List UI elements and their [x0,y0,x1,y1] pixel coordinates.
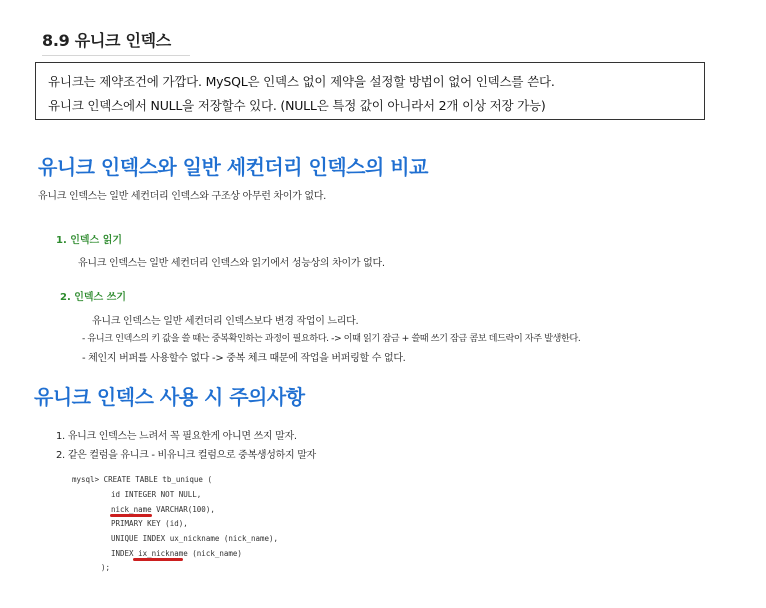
write-line-3: - 체인지 버퍼를 사용할수 없다 -> 중복 체크 때문에 작업을 버퍼링할 수 없다. [82,353,406,364]
code-line-6: INDEX ix_nickname (nick_name) [111,549,242,558]
code-line-1: mysql> CREATE TABLE tb_unique ( [72,475,212,484]
red-underline-nick-name [110,514,152,517]
compare-heading: 유니크 인덱스와 일반 세컨더리 인덱스의 비교 [38,155,428,179]
code-line-5: UNIQUE INDEX ux_nickname (nick_name), [111,534,279,543]
red-underline-ix-nickname [133,558,183,561]
compare-intro: 유니크 인덱스는 일반 세컨더리 인덱스와 구조상 아무런 차이가 없다. [38,191,326,202]
write-heading: 2. 인덱스 쓰기 [60,292,127,303]
caution-item-2: 2. 같은 컬럼을 유니크 - 비유니크 컬럼으로 중복생성하지 말자 [56,450,316,461]
write-line-2: - 유니크 인덱스의 키 값을 쓸 때는 중복확인하는 과정이 필요하다. -> 이때 읽기 잠금 + 쓸때 쓰기 잠금 콤보 데드락이 자주 발생한다. [82,333,581,344]
note-box [35,62,705,120]
read-heading: 1. 인덱스 읽기 [56,235,123,246]
note-line-1: 유니크는 제약조건에 가깝다. MySQL은 인덱스 없이 제약을 설정할 방법이 없어 인덱스를 쓴다. [48,74,555,89]
write-line-1: 유니크 인덱스는 일반 세컨더리 인덱스보다 변경 작업이 느리다. [92,316,359,327]
code-line-2: id INTEGER NOT NULL, [111,490,202,499]
caution-item-1: 1. 유니크 인덱스는 느려서 꼭 필요한게 아니면 쓰지 말자. [56,431,297,442]
code-line-3: nick_name VARCHAR(100), [111,505,215,514]
read-text: 유니크 인덱스는 일반 세컨더리 인덱스와 읽기에서 성능상의 차이가 없다. [78,258,385,269]
caution-heading: 유니크 인덱스 사용 시 주의사항 [34,385,305,409]
code-line-7: ); [101,563,111,572]
note-line-2: 유니크 인덱스에서 NULL을 저장할수 있다. (NULL은 특정 값이 아니라서 2개 이상 저장 가능) [48,98,546,113]
code-line-4: PRIMARY KEY (id), [111,519,188,528]
page-title: 8.9 유니크 인덱스 [42,28,190,56]
